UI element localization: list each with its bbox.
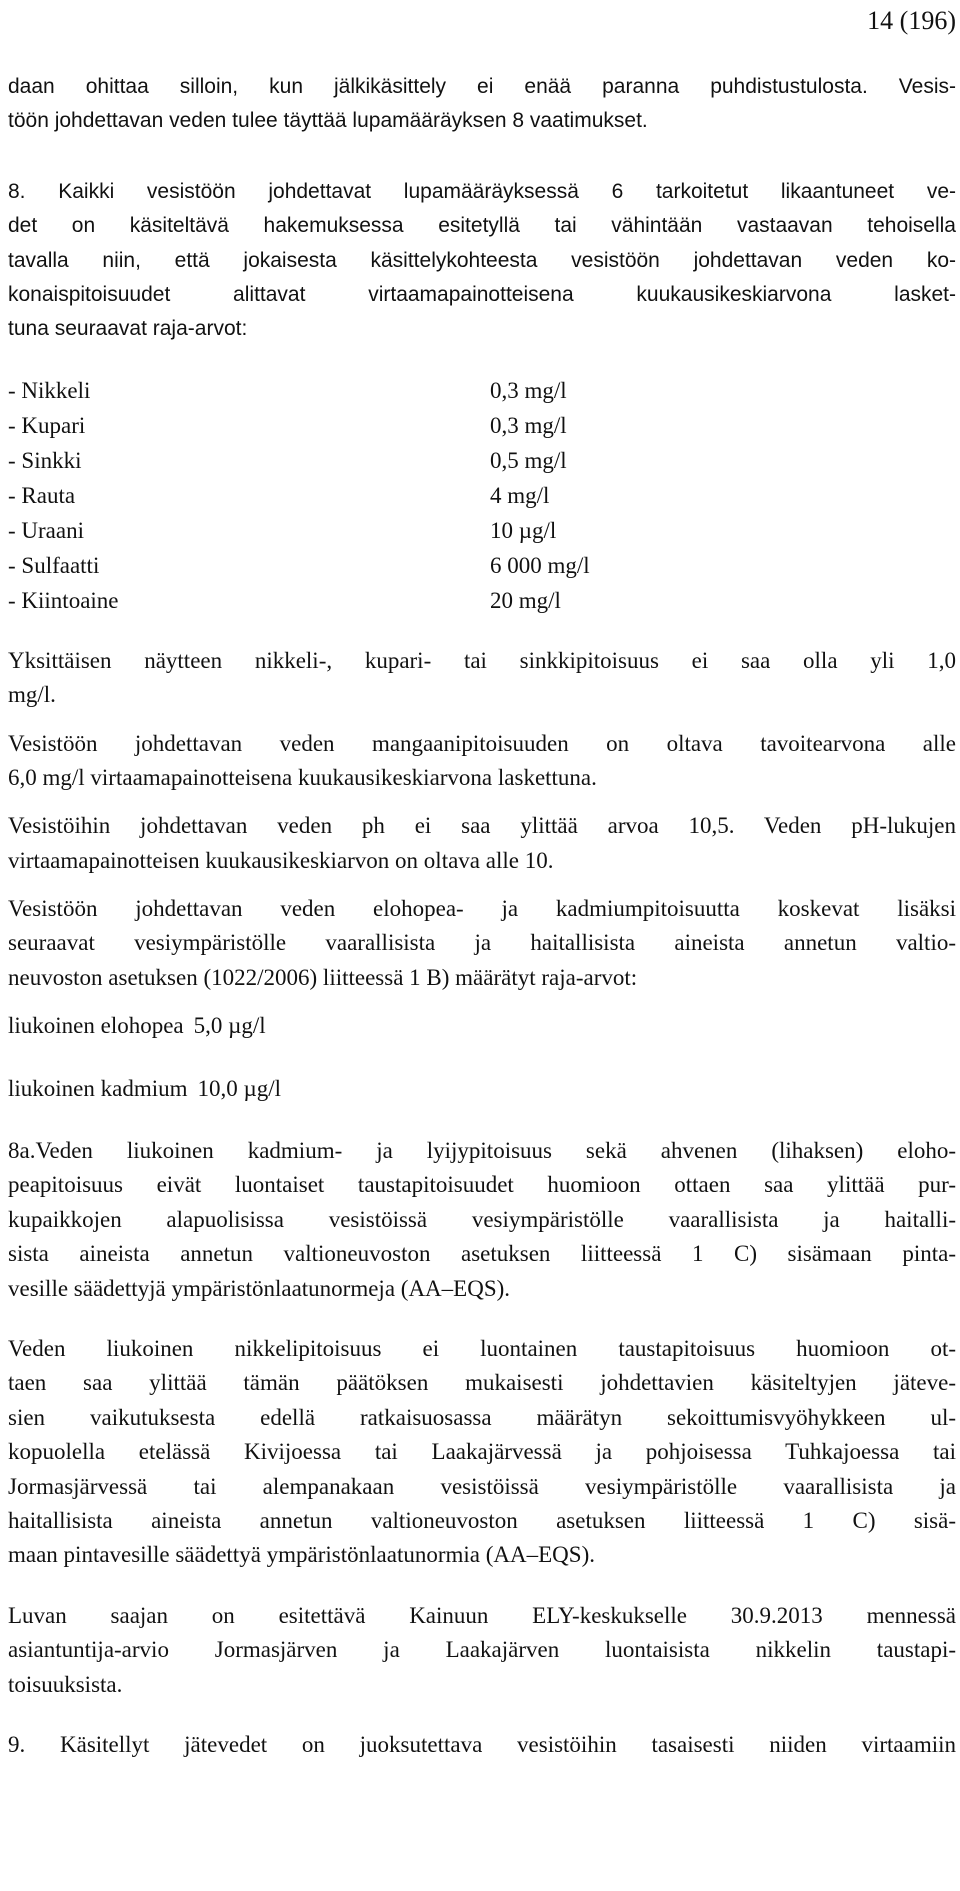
text-line: toisuuksista. <box>8 1671 123 1697</box>
substance-name: - Kupari <box>8 412 86 438</box>
text-line: 9. Käsitellyt jätevedet on juoksutettava vesistöihin tasaisesti niiden virtaamiin <box>8 1731 956 1757</box>
section-8a-paragraph <box>8 1134 956 1306</box>
text-line: tuna seuraavat raja-arvot: <box>8 317 248 341</box>
text-line: kopuolella etelässä Kivijoessa tai Laakajärvessä ja pohjoisessa Tuhkajoessa tai <box>8 1439 956 1465</box>
section-9-paragraph <box>8 1728 956 1762</box>
text-line: sien vaikutuksesta edellä ratkaisuosassa määrätyn sekoittumisvyöhykkeen ul- <box>8 1404 956 1430</box>
limit-value: 6 000 mg/l <box>490 552 590 578</box>
text-line: Vesistöön johdettavan veden elohopea- ja kadmiumpitoisuutta koskevat lisäksi <box>8 896 956 922</box>
text-line: Vesistöihin johdettavan veden ph ei saa ylittää arvoa 10,5. Veden pH-lukujen <box>8 813 956 839</box>
limit-value: 10 µg/l <box>490 517 557 543</box>
limit-row-sulfate <box>8 548 956 583</box>
text-line: mg/l. <box>8 682 56 708</box>
text-line: maan pintavesille säädettyä ympäristönlaatunormia (AA–EQS). <box>8 1542 595 1568</box>
text-line: seuraavat vesiympäristölle vaarallisista ja haitallisista aineista annetun valtio- <box>8 930 956 956</box>
text-line: virtaamapainotteisen kuukausikeskiarvon on oltava alle 10. <box>8 847 554 873</box>
text-line: 8a.Veden liukoinen kadmium- ja lyijypitoisuus sekä ahvenen (lihaksen) eloho- <box>8 1138 956 1164</box>
text-line: Vesistöön johdettavan veden mangaanipitoisuuden on oltava tavoitearvona alle <box>8 730 956 756</box>
dissolved-cadmium-limit <box>8 1072 956 1106</box>
parameter-value: 5,0 µg/l <box>193 1013 266 1039</box>
limit-row-uranium <box>8 513 956 548</box>
report-paragraph <box>8 1599 956 1702</box>
intro-paragraph <box>8 70 956 139</box>
ph-paragraph <box>8 809 956 878</box>
limit-row-copper <box>8 408 956 443</box>
limit-row-solids <box>8 583 956 618</box>
limit-row-iron <box>8 478 956 513</box>
text-line: konaispitoisuudet alittavat virtaamapainotteisena kuukausikeskiarvona lasket- <box>8 282 956 306</box>
text-line: sista aineista annetun valtioneuvoston asetuksen liitteessä 1 C) sisämaan pinta- <box>8 1241 956 1267</box>
text-line: Luvan saajan on esitettävä Kainuun ELY-keskukselle 30.9.2013 mennessä <box>8 1602 956 1628</box>
parameter-value: 10,0 µg/l <box>197 1075 282 1101</box>
mercury-cadmium-paragraph <box>8 892 956 995</box>
limit-value: 0,3 mg/l <box>490 377 567 403</box>
limit-value: 20 mg/l <box>490 587 561 613</box>
dissolved-mercury-limit <box>8 1009 956 1043</box>
manganese-paragraph <box>8 727 956 796</box>
nickel-paragraph <box>8 1332 956 1573</box>
text-line: taen saa ylittää tämän päätöksen mukaisesti johdettavien käsiteltyjen jäteve- <box>8 1370 956 1396</box>
parameter-label: liukoinen kadmium <box>8 1075 188 1101</box>
text-line: 6,0 mg/l virtaamapainotteisena kuukausikeskiarvona laskettuna. <box>8 764 597 790</box>
text-line: töön johdettavan veden tulee täyttää lupamääräyksen 8 vaatimukset. <box>8 109 648 133</box>
text-line: neuvoston asetuksen (1022/2006) liitteessä 1 B) määrätyt raja-arvot: <box>8 964 638 990</box>
substance-name: - Rauta <box>8 482 76 508</box>
text-line: haitallisista aineista annetun valtioneuvoston asetuksen liitteessä 1 C) sisä- <box>8 1507 956 1533</box>
limit-row-zinc <box>8 443 956 478</box>
text-line: Jormasjärvessä tai alempanakaan vesistöissä vesiympäristölle vaarallisista ja <box>8 1473 956 1499</box>
substance-name: - Uraani <box>8 517 84 543</box>
limit-values-list <box>8 373 956 618</box>
page-number: 14 (196) <box>867 6 956 35</box>
text-line: asiantuntija-arvio Jormasjärven ja Laakajärven luontaisista nikkelin taustapi- <box>8 1637 956 1663</box>
limit-value: 0,5 mg/l <box>490 447 567 473</box>
limit-value: 0,3 mg/l <box>490 412 567 438</box>
text-line: kupaikkojen alapuolisissa vesistöissä vesiympäristölle vaarallisista ja haitalli- <box>8 1206 956 1232</box>
substance-name: - Kiintoaine <box>8 587 119 613</box>
document-body <box>8 70 956 1788</box>
parameter-label: liukoinen elohopea <box>8 1013 184 1039</box>
substance-name: - Sinkki <box>8 447 82 473</box>
single-sample-paragraph <box>8 644 956 713</box>
substance-name: - Sulfaatti <box>8 552 100 578</box>
text-line: Veden liukoinen nikkelipitoisuus ei luontainen taustapitoisuus huomioon ot- <box>8 1335 956 1361</box>
text-line: vesille säädettyjä ympäristönlaatunormeja (AA–EQS). <box>8 1275 511 1301</box>
substance-name: - Nikkeli <box>8 377 91 403</box>
text-line: peapitoisuus eivät luontaiset taustapitoisuudet huomioon ottaen saa ylittää pur- <box>8 1172 956 1198</box>
text-line: det on käsiteltävä hakemuksessa esitetyllä tai vähintään vastaavan tehoisella <box>8 214 956 238</box>
limit-value: 4 mg/l <box>490 482 550 508</box>
text-line: 8. Kaikki vesistöön johdettavat lupamääräyksessä 6 tarkoitetut likaantuneet ve- <box>8 179 956 203</box>
section-8-paragraph <box>8 175 956 347</box>
text-line: daan ohittaa silloin, kun jälkikäsittely ei enää paranna puhdistustulosta. Vesis- <box>8 75 956 98</box>
limit-row-nickel <box>8 373 956 408</box>
text-line: tavalla niin, että jokaisesta käsittelykohteesta vesistöön johdettavan veden ko- <box>8 248 956 272</box>
text-line: Yksittäisen näytteen nikkeli-, kupari- tai sinkkipitoisuus ei saa olla yli 1,0 <box>8 647 956 673</box>
